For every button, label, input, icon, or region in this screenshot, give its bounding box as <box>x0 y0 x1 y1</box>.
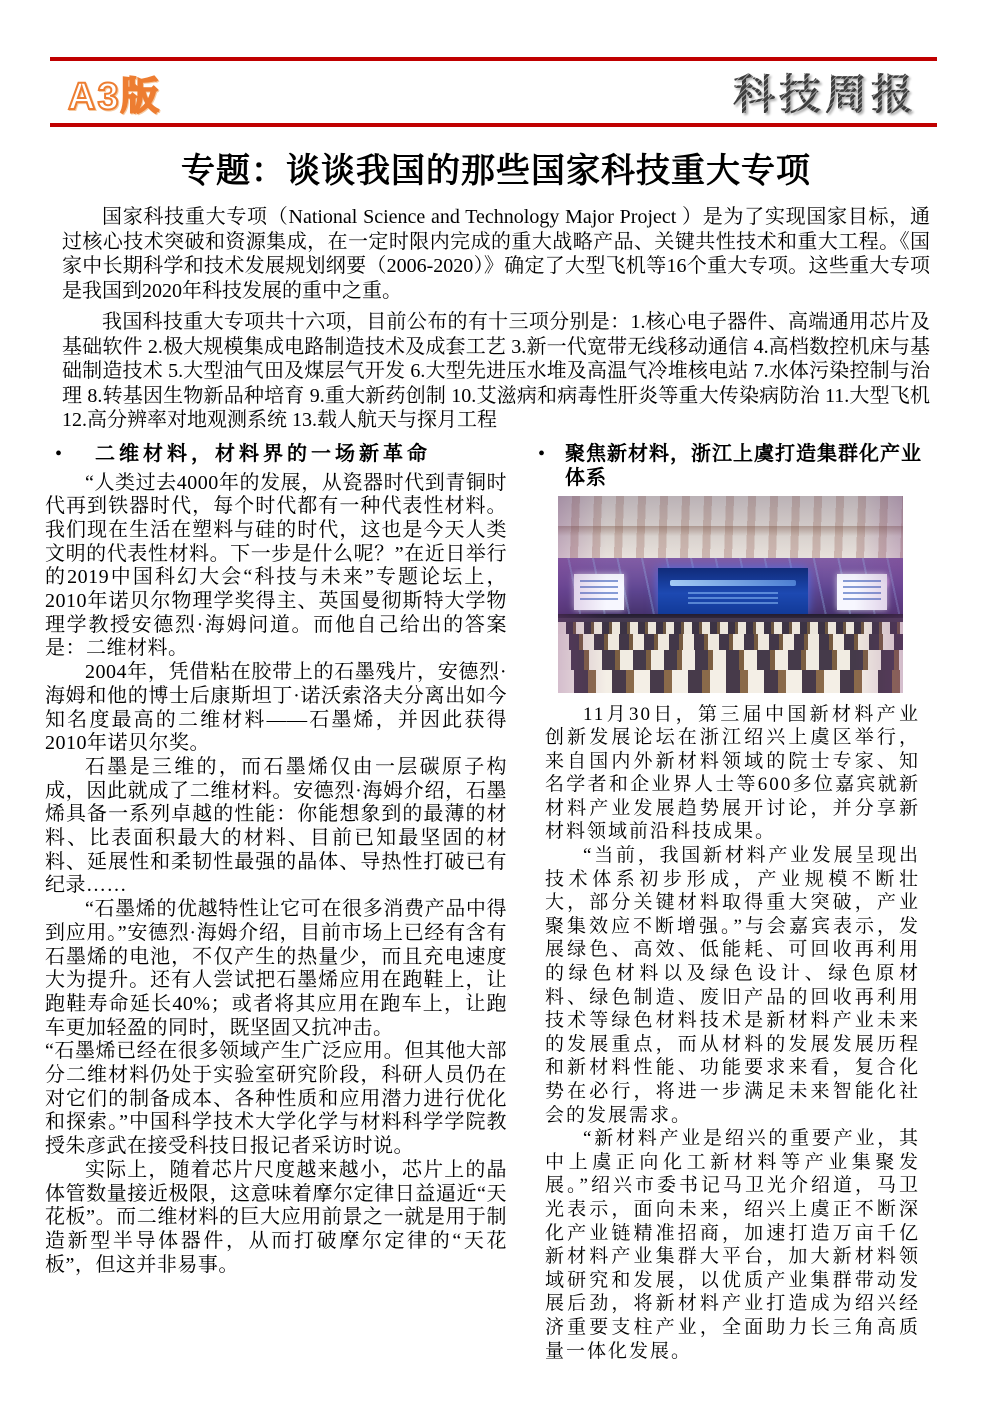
body-paragraph: “当前，我国新材料产业发展呈现出技术体系初步形成，产业规模不断壮大，部分关键材料取得重大突破，产业聚集效应不断增强。”与会嘉宾表示，发展绿色、高效、低能耗、可回收再利用的绿色材料以及绿色设计、绿色原材料、绿色制造、废旧产品的回收再利用技术等绿色材料技术是新材料产业未来的发展重点，而从材料的发展发展历程和新材料性能、功能要求来看，复合化势在必行，将进一步满足未来智能化社会的发展需求。 <box>545 845 920 1126</box>
right-column-heading: 聚焦新材料，浙江上虞打造集群化产业体系 <box>565 442 922 489</box>
right-column-header <box>538 442 922 490</box>
body-paragraph: “人类过去4000年的发展，从瓷器时代到青铜时代再到铁器时代，每个时代都有一种代表性材料。我们现在生活在塑料与硅的时代，这也是今天人类文明的代表性材料。下一步是什么呢？”在近日举行的2019中国科幻大会“科技与未来”专题论坛上，2010年诺贝尔物理学奖得主、英国曼彻斯特大学物理学教授安德烈·海姆问道。而他自己给出的答案是：二维材料。 <box>45 471 507 660</box>
bullet-icon: • <box>538 442 546 465</box>
body-paragraph: 2004年，凭借粘在胶带上的石墨残片，安德烈·海姆和他的博士后康斯坦丁·诺沃索洛夫分离出如今知名度最高的二维材料——石墨烯，并因此获得2010年诺贝尔奖。 <box>45 661 507 755</box>
column-gap <box>507 442 538 1364</box>
bullet-icon: • <box>55 442 63 465</box>
photo-tint-overlay <box>558 496 903 693</box>
body-paragraph: “新材料产业是绍兴的重要产业，其中上虞正向化工新材料等产业集聚发展。”绍兴市委书记马卫光介绍道，马卫光表示，面向未来，绍兴上虞正不断深化产业链精准招商，加速打造万亩千亿新材料产业集群大平台，加大新材料领域研究和发展，以优质产业集群带动发展后劲，将新材料产业打造成为绍兴经济重要支柱产业，全面助力长三角高质量一体化发展。 <box>545 1128 920 1362</box>
page-header <box>68 61 917 123</box>
left-column-heading: 二维材料，材料界的一场新革命 <box>95 442 431 465</box>
masthead-title: 科技周报 <box>733 62 917 122</box>
left-column-header <box>45 442 507 466</box>
header-bottom-rule <box>50 123 937 127</box>
body-paragraph: 11月30日，第三届中国新材料产业创新发展论坛在浙江绍兴上虞区举行，来自国内外新材料领域的院士专家、知名学者和企业界人士等600多位嘉宾就新材料产业发展趋势展开讨论，并分享新材料领域前沿科技成果。 <box>545 703 920 843</box>
right-column <box>538 442 922 1364</box>
left-column <box>45 442 507 1364</box>
body-paragraph: 实际上，随着芯片尺度越来越小，芯片上的晶体管数量接近极限，这意味着摩尔定律日益逼近“天花板”。而二维材料的巨大应用前景之一就是用于制造新型半导体器件，从而打破摩尔定律的“天花板”，但这并非易事。 <box>45 1158 507 1276</box>
intro-paragraph: 国家科技重大专项（National Science and Technology Major Project ）是为了实现国家目标，通过核心技术突破和资源集成，在一定时限内完成的重大战略产品、关键共性技术和重大工程。《国家中长期科学和技术发展规划纲要（2006-2020）》确定了大型飞机等16个重大专项。这些重大专项是我国到2020年科技发展的重中之重。 <box>62 206 930 302</box>
intro-paragraph: 我国科技重大专项共十六项，目前公布的有十三项分别是：1.核心电子器件、高端通用芯片及基础软件 2.极大规模集成电路制造技术及成套工艺 3.新一代宽带无线移动通信 4.高档数控机床与基础制造技术 5.大型油气田及煤层气开发 6.大型先进压水堆及高温气冷堆核电站 7.水体污染控制与治理 8.转基因生物新品种培育 9.重大新药创制 10.艾滋病和病毒性肝炎等重大传染病防治 11.大型飞机 12.高分辨率对地观测系统 13.载人航天与探月工程 <box>62 311 930 431</box>
two-column-body <box>45 442 922 1364</box>
intro-section <box>62 205 930 433</box>
body-paragraph: “石墨烯的优越特性让它可在很多消费产品中得到应用。”安德烈·海姆介绍，目前市场上已经有含有石墨烯的电池，不仅产生的热量少，而且充电速度大为提升。还有人尝试把石墨烯应用在跑鞋上，让跑鞋寿命延长40%；或者将其应用在跑车上，让跑车更加轻盈的同时，既坚固又抗冲击。 <box>45 898 507 1039</box>
body-paragraph: “石墨烯已经在很多领域产生广泛应用。但其他大部分二维材料仍处于实验室研究阶段，科研人员仍在对它们的制备成本、各种性质和应用潜力进行优化和探索。”中国科学技术大学化学与材料科学学院教授朱彦武在接受科技日报记者采访时说。 <box>45 1040 507 1158</box>
conference-photo <box>558 496 903 693</box>
edition-label: A3版 <box>68 75 161 118</box>
body-paragraph: 石墨是三维的，而石墨烯仅由一层碳原子构成，因此就成了二维材料。安德烈·海姆介绍，石墨烯具备一系列卓越的性能：你能想象到的最薄的材料、比表面积最大的材料、目前已知最坚固的材料、延展性和柔韧性最强的晶体、导热性打破已有纪录…… <box>45 755 507 897</box>
article-title: 专题：谈谈我国的那些国家科技重大专项 <box>181 152 811 190</box>
